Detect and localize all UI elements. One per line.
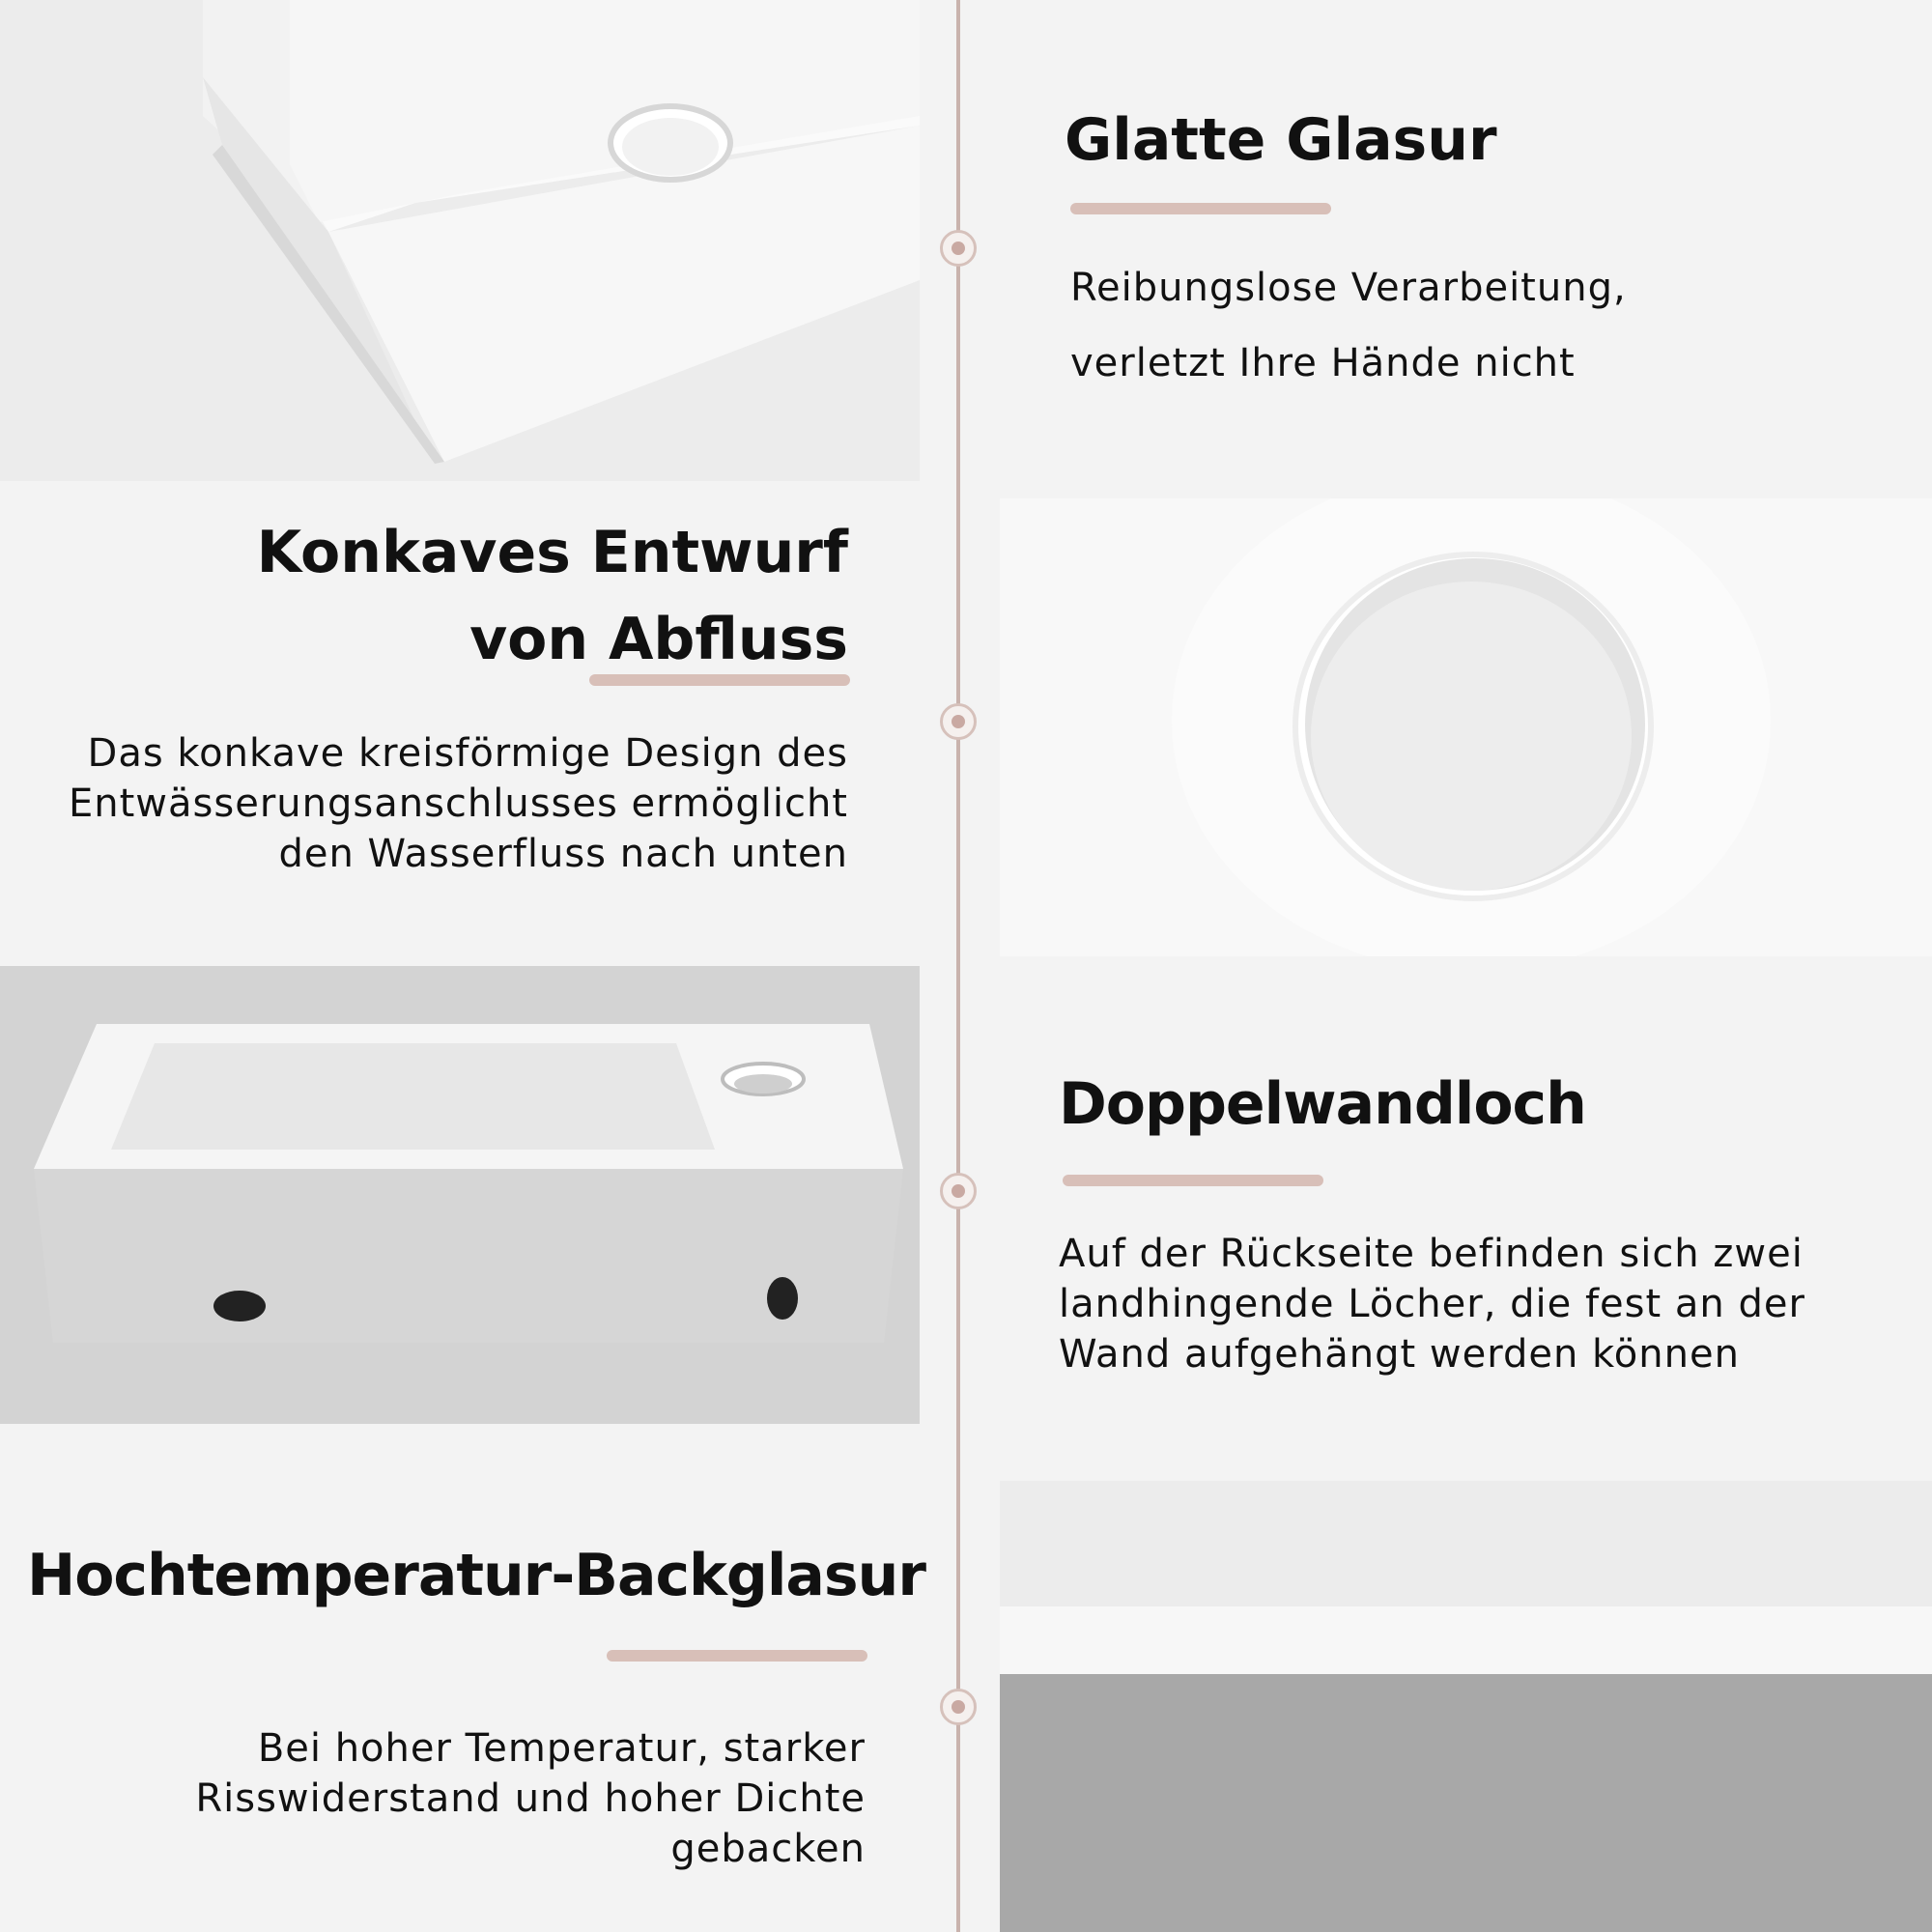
wallhole-description-line1: Auf der Rückseite befinden sich zwei	[1059, 1232, 1804, 1276]
firing-title: Hochtemperatur-Backglasur	[27, 1542, 925, 1609]
firing-description-line1: Bei hoher Temperatur, starker	[257, 1726, 866, 1771]
drain-title-line2: von Abfluss	[469, 606, 848, 673]
firing-description-line2: Risswiderstand und hoher Dichte	[195, 1776, 866, 1821]
glaze-accent-bar	[1070, 203, 1331, 214]
drain-description-line2: Entwässerungsanschlusses ermöglicht	[69, 781, 848, 826]
wallhole-description-line3: Wand aufgehängt werden können	[1059, 1332, 1740, 1377]
drain-accent-bar	[589, 674, 850, 686]
glaze-description-line1: Reibungslose Verarbeitung,	[1070, 266, 1627, 310]
basin-corner-photo	[0, 0, 920, 481]
drain-description-line1: Das konkave kreisförmige Design des	[87, 731, 848, 776]
glaze-description-line2: verletzt Ihre Hände nicht	[1070, 341, 1576, 385]
timeline-line	[956, 0, 960, 1932]
timeline-dot-icon	[940, 230, 977, 267]
timeline-dot-icon	[940, 1689, 977, 1725]
glaze-title: Glatte Glasur	[1065, 106, 1497, 174]
drain-title-line1: Konkaves Entwurf	[256, 519, 848, 586]
firing-description-line3: gebacken	[670, 1827, 866, 1871]
wallhole-description-line2: landhingende Löcher, die fest an der	[1059, 1282, 1805, 1326]
firing-accent-bar	[607, 1650, 867, 1662]
drain-closeup-photo	[1000, 498, 1932, 956]
glaze-surface-photo	[1000, 1481, 1932, 1932]
wallhole-accent-bar	[1063, 1175, 1323, 1186]
basin-side-photo	[0, 966, 920, 1424]
drain-description-line3: den Wasserfluss nach unten	[278, 832, 848, 876]
timeline-dot-icon	[940, 1173, 977, 1209]
wallhole-title: Doppelwandloch	[1059, 1070, 1586, 1138]
timeline-dot-icon	[940, 703, 977, 740]
